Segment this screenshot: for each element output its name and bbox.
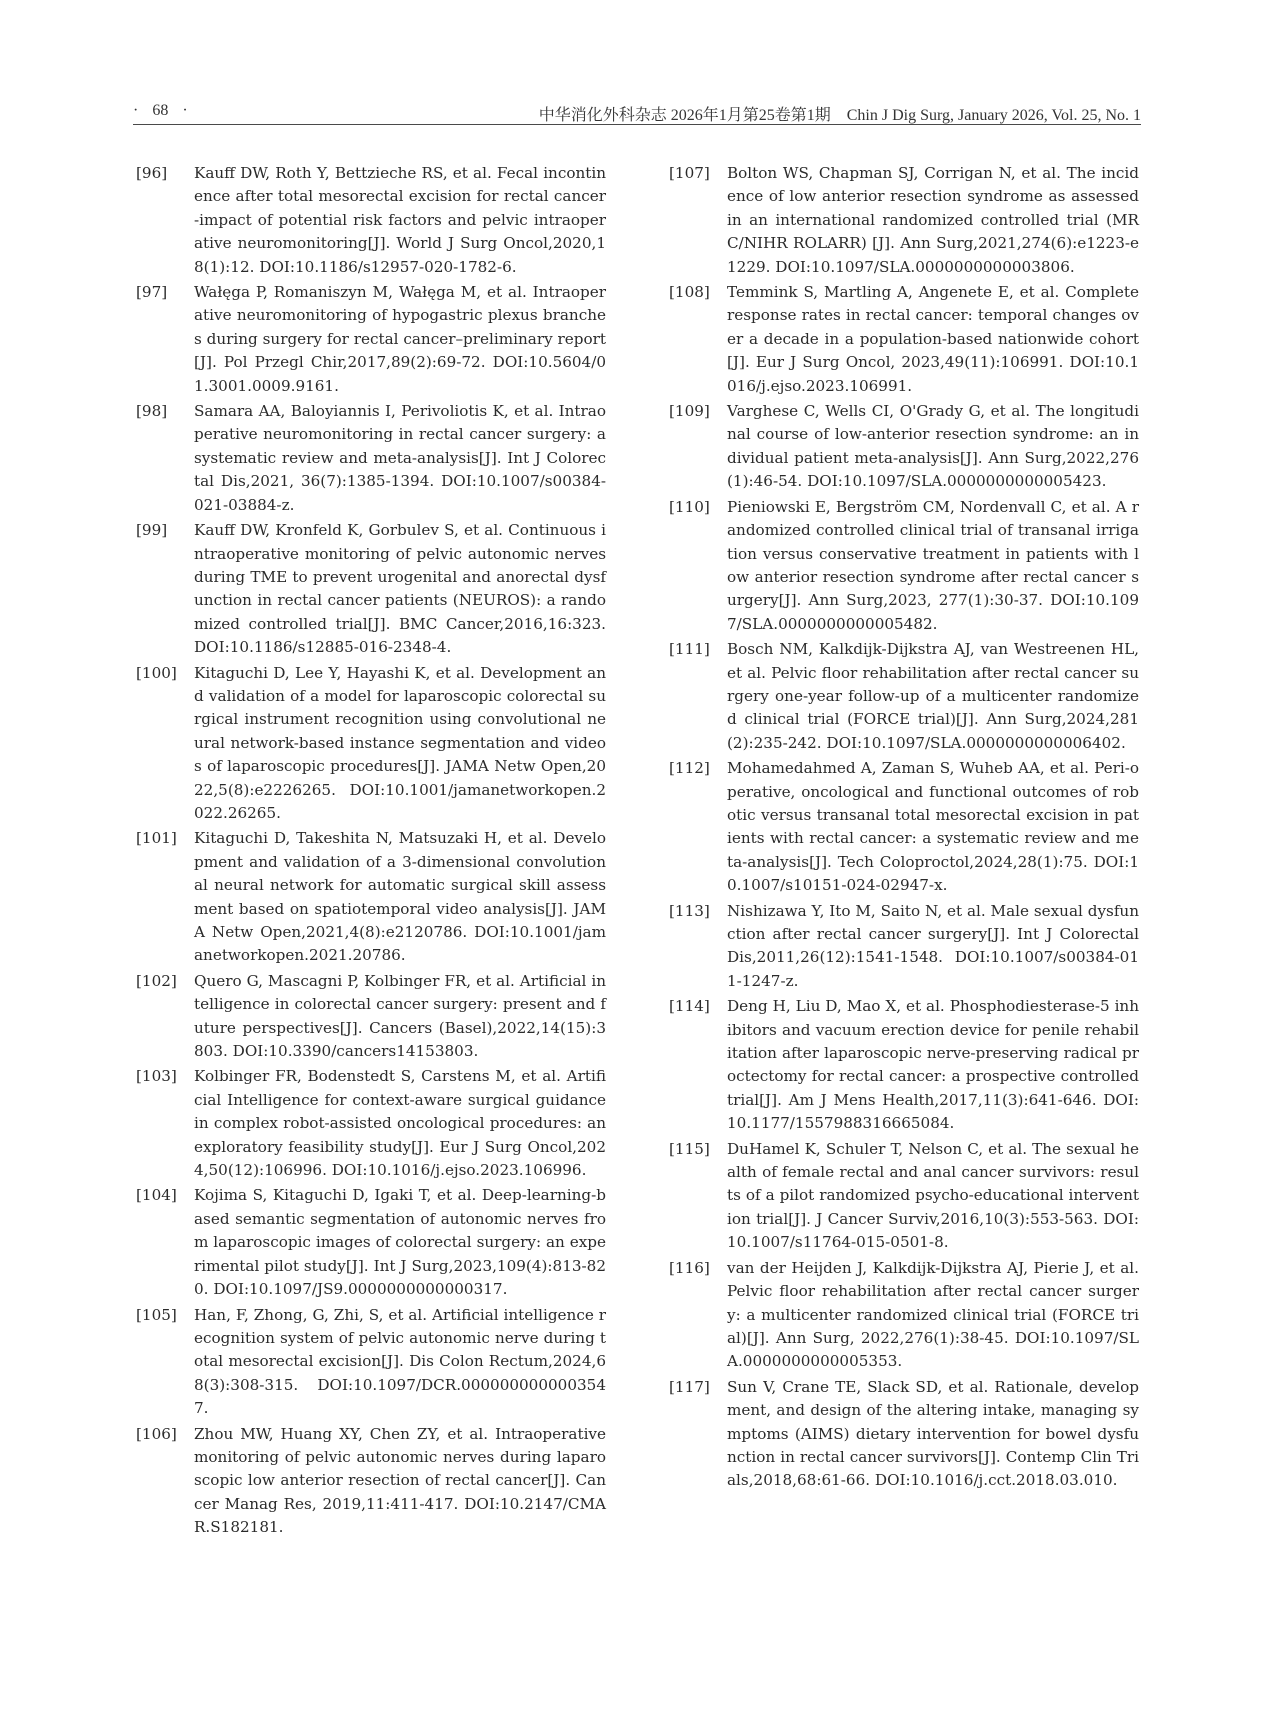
reference-number: [117]: [669, 1377, 710, 1396]
reference-text: Kitaguchi D, Takeshita N, Matsuzaki H, et al. Development and validation of a 3-dimensional convolutional neural network for automatic surgical skill assessment based on spatiotemporal video analysis[J]. JAMA Netw Open,2021,4(8):e2120786. DOI:10.1001/jamanetworkopen.2021.20786.: [194, 829, 606, 965]
reference-text: Nishizawa Y, Ito M, Saito N, et al. Male sexual dysfunction after rectal cancer surgery[J]. Int J Colorectal Dis,2011,26(12):1541-1548. DOI:10.1007/s00384-011-1247-z.: [727, 901, 1139, 990]
page-number: [133, 102, 202, 120]
reference-number: [104]: [136, 1186, 177, 1205]
reference-item: [136, 662, 606, 826]
reference-column-left: [136, 162, 606, 1542]
reference-item: [669, 1376, 1139, 1493]
reference-number: [100]: [136, 663, 177, 682]
reference-number: [105]: [136, 1305, 177, 1324]
reference-item: [136, 970, 606, 1064]
reference-number: [111]: [669, 640, 710, 659]
page-number-value: 68: [152, 102, 169, 119]
reference-text: Kitaguchi D, Lee Y, Hayashi K, et al. Development and validation of a model for laparoscopic colorectal surgical instrument recognition using convolutional neural network-based instance segmentation and videos of laparoscopic procedures[J]. JAMA Netw Open,2022,5(8):e2226265. DOI:10.1001/jamanetworkopen.2022.26265.: [194, 663, 606, 822]
reference-number: [114]: [669, 997, 710, 1016]
reference-number: [109]: [669, 402, 710, 421]
reference-number: [99]: [136, 521, 168, 540]
reference-item: [669, 1257, 1139, 1374]
reference-item: [669, 1138, 1139, 1255]
reference-number: [112]: [669, 759, 710, 778]
reference-number: [116]: [669, 1258, 710, 1277]
reference-item: [669, 757, 1139, 897]
reference-text: Deng H, Liu D, Mao X, et al. Phosphodiesterase-5 inhibitors and vacuum erection device for penile rehabilitation after laparoscopic nerve-preserving radical proctectomy for rectal cancer: a prospective controlled trial[J]. Am J Mens Health,2017,11(3):641-646. DOI:10.1177/1557988316665084.: [727, 997, 1139, 1133]
reference-number: [101]: [136, 829, 177, 848]
reference-item: [136, 1065, 606, 1182]
reference-text: Kojima S, Kitaguchi D, Igaki T, et al. Deep-learning-based semantic segmentation of autonomic nerves from laparoscopic images of colorectal surgery: an experimental pilot study[J]. Int J Surg,2023,109(4):813-820. DOI:10.1097/JS9.0000000000000317.: [194, 1186, 606, 1299]
reference-number: [110]: [669, 497, 710, 516]
reference-text: Kauff DW, Roth Y, Bettzieche RS, et al. Fecal incontinence after total mesorectal excision for rectal cancer-impact of potential risk factors and pelvic intraoperative neuromonitoring[J]. World J Surg Oncol,2020,18(1):12. DOI:10.1186/s12957-020-1782-6.: [194, 164, 606, 276]
reference-item: [136, 281, 606, 398]
reference-item: [669, 638, 1139, 755]
reference-text: Mohamedahmed A, Zaman S, Wuheb AA, et al. Peri-operative, oncological and functional outcomes of robotic versus transanal total mesorectal excision in patients with rectal cancer: a systematic review and meta-analysis[J]. Tech Coloproctol,2024,28(1):75. DOI:10.1007/s10151-024-02947-x.: [727, 759, 1139, 895]
running-header: [133, 100, 1141, 125]
reference-text: Temmink S, Martling A, Angenete E, et al. Complete response rates in rectal cancer: temporal changes over a decade in a population-based nationwide cohort[J]. Eur J Surg Oncol, 2023,49(11):106991. DOI:10.1016/j.ejso.2023.106991.: [727, 283, 1139, 395]
reference-number: [108]: [669, 283, 710, 302]
reference-text: Quero G, Mascagni P, Kolbinger FR, et al. Artificial intelligence in colorectal cancer surgery: present and future perspectives[J]. Cancers (Basel),2022,14(15):3803. DOI:10.3390/cancers14153803.: [194, 971, 606, 1061]
reference-item: [136, 1184, 606, 1301]
reference-text: Wałęga P, Romaniszyn M, Wałęga M, et al. Intraoperative neuromonitoring of hypogastric plexus branches during surgery for rectal cancer–preliminary report[J]. Pol Przegl Chir,2017,89(2):69-72. DOI:10.5604/01.3001.0009.9161.: [194, 283, 606, 395]
reference-item: [669, 162, 1139, 279]
reference-column-right: [669, 162, 1139, 1495]
reference-text: Bosch NM, Kalkdijk-Dijkstra AJ, van Westreenen HL, et al. Pelvic floor rehabilitation after rectal cancer surgery one-year follow-up of a multicenter randomized clinical trial (FORCE trial)[J]. Ann Surg,2024,281(2):235-242. DOI:10.1097/SLA.0000000000006402.: [727, 640, 1139, 752]
reference-number: [103]: [136, 1067, 177, 1086]
reference-number: [115]: [669, 1139, 710, 1158]
reference-item: [136, 519, 606, 659]
header-dot-right: ·: [182, 102, 188, 119]
reference-text: Sun V, Crane TE, Slack SD, et al. Rationale, development, and design of the altering intake, managing symptoms (AIMS) dietary intervention for bowel dysfunction in rectal cancer survivors[J]. Contemp Clin Trials,2018,68:61-66. DOI:10.1016/j.cct.2018.03.010.: [727, 1377, 1139, 1490]
reference-number: [107]: [669, 164, 710, 182]
reference-number: [96]: [136, 164, 168, 182]
reference-number: [97]: [136, 283, 168, 302]
reference-number: [102]: [136, 971, 177, 990]
reference-text: Zhou MW, Huang XY, Chen ZY, et al. Intraoperative monitoring of pelvic autonomic nerves during laparoscopic low anterior resection of rectal cancer[J]. Cancer Manag Res, 2019,11:411-417. DOI:10.2147/CMAR.S182181.: [194, 1424, 606, 1537]
reference-item: [136, 1304, 606, 1421]
reference-text: Kauff DW, Kronfeld K, Gorbulev S, et al. Continuous intraoperative monitoring of pelvic autonomic nerves during TME to prevent urogenital and anorectal dysfunction in rectal cancer patients (NEUROS): a randomized controlled trial[J]. BMC Cancer,2016,16:323. DOI:10.1186/s12885-016-2348-4.: [194, 521, 606, 657]
reference-text: DuHamel K, Schuler T, Nelson C, et al. The sexual health of female rectal and anal cancer survivors: results of a pilot randomized psycho-educational intervention trial[J]. J Cancer Surviv,2016,10(3):553-563. DOI:10.1007/s11764-015-0501-8.: [727, 1139, 1139, 1252]
reference-number: [113]: [669, 901, 710, 920]
reference-text: Kolbinger FR, Bodenstedt S, Carstens M, et al. Artificial Intelligence for context-aware surgical guidance in complex robot-assisted oncological procedures: an exploratory feasibility study[J]. Eur J Surg Oncol,2024,50(12):106996. DOI:10.1016/j.ejso.2023.106996.: [194, 1067, 606, 1180]
journal-title-cn: 中华消化外科杂志 2026年1月第25卷第1期: [538, 107, 831, 124]
reference-item: [136, 827, 606, 967]
reference-item: [136, 162, 606, 279]
reference-text: Varghese C, Wells CI, O'Grady G, et al. The longitudinal course of low-anterior resection syndrome: an individual patient meta-analysis[J]. Ann Surg,2022,276(1):46-54. DOI:10.1097/SLA.0000000000005423.: [727, 402, 1139, 491]
reference-number: [106]: [136, 1424, 177, 1443]
reference-item: [136, 1423, 606, 1540]
reference-text: Pieniowski E, Bergström CM, Nordenvall C, et al. A randomized controlled clinical trial of transanal irrigation versus conservative treatment in patients with low anterior resection syndrome after rectal cancer surgery[J]. Ann Surg,2023, 277(1):30-37. DOI:10.1097/SLA.0000000000005482.: [727, 497, 1139, 633]
header-dot-left: ·: [133, 102, 139, 119]
reference-item: [669, 281, 1139, 398]
journal-citation: [539, 102, 1141, 125]
journal-title-en: Chin J Dig Surg, January 2026, Vol. 25, No. 1: [846, 107, 1141, 124]
reference-text: Bolton WS, Chapman SJ, Corrigan N, et al. The incidence of low anterior resection syndrome as assessed in an international randomized controlled trial (MRC/NIHR ROLARR) [J]. Ann Surg,2021,274(6):e1223-e1229. DOI:10.1097/SLA.0000000000003806.: [727, 164, 1139, 276]
reference-item: [669, 496, 1139, 636]
reference-text: van der Heijden J, Kalkdijk-Dijkstra AJ, Pierie J, et al. Pelvic floor rehabilitation after rectal cancer surgery: a multicenter randomized clinical trial (FORCE trial)[J]. Ann Surg, 2022,276(1):38-45. DOI:10.1097/SLA.0000000000005353.: [727, 1258, 1139, 1371]
reference-number: [98]: [136, 402, 168, 421]
reference-item: [669, 995, 1139, 1135]
reference-text: Han, F, Zhong, G, Zhi, S, et al. Artificial intelligence recognition system of pelvic autonomic nerve during total mesorectal excision[J]. Dis Colon Rectum,2024,68(3):308-315. DOI:10.1097/DCR.0000000000003547.: [194, 1305, 606, 1418]
reference-text: Samara AA, Baloyiannis I, Perivoliotis K, et al. Intraoperative neuromonitoring in rectal cancer surgery: a systematic review and meta-analysis[J]. Int J Colorectal Dis,2021, 36(7):1385-1394. DOI:10.1007/s00384-021-03884-z.: [194, 402, 606, 514]
reference-item: [669, 400, 1139, 494]
reference-item: [669, 900, 1139, 994]
reference-item: [136, 400, 606, 517]
